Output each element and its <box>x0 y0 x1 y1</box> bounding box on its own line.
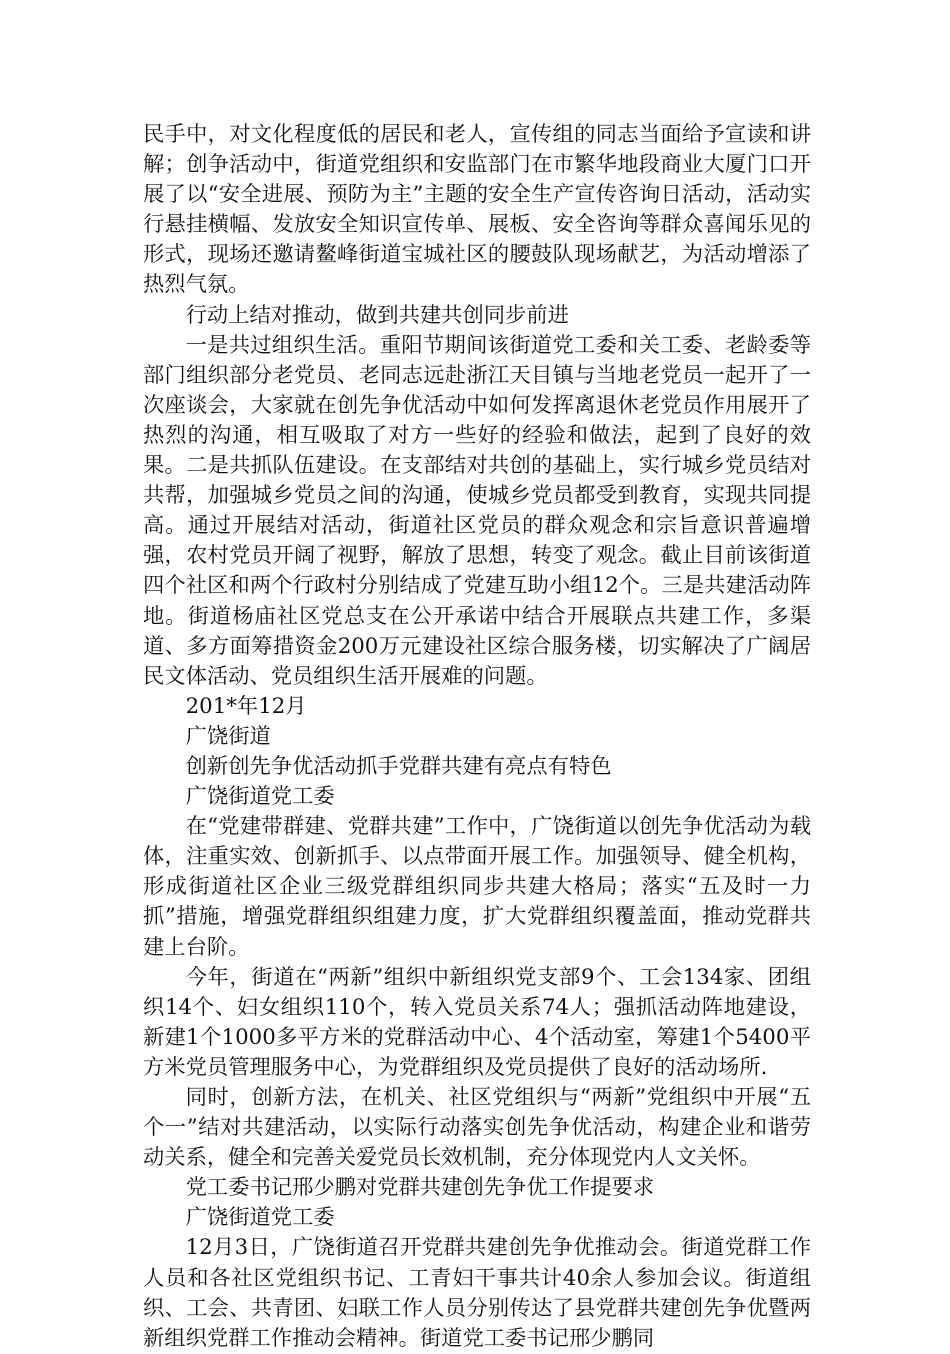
paragraph-1: 民手中，对文化程度低的居民和老人，宣传组的同志当面给予宣读和讲解；创争活动中，街道党组织和安监部门在市繁华地段商业大厦门口开展了以“安全进展、预防为主”主题的安全生产宣传咨询日活动，活动实行悬挂横幅、发放安全知识宣传单、展板、安全咨询等群众喜闻乐见的形式，现场还邀请鳌峰街道宝城社区的腰鼓队现场献艺，为活动增添了热烈气氛。 <box>143 122 811 298</box>
paragraph-joint-organization-life: 一是共过组织生活。重阳节期间该街道党工委和关工委、老龄委等部门组织部分老党员、老同志远赴浙江天目镇与当地老党员一起开了一次座谈会，大家就在创先争优活动中如何发挥离退休老党员作用展开了热烈的沟通，相互吸取了对方一些好的经验和做法，起到了良好的效果。二是共抓队伍建设。在支部结对共创的基础上，实行城乡党员结对共帮，加强城乡党员之间的沟通，使城乡党员都受到教育，实现共同提高。通过开展结对活动，街道社区党员的群众观念和宗旨意识普遍增强，农村党员开阔了视野，解放了思想，转变了观念。截止目前该街道四个社区和两个行政村分别结成了党建互助小组12个。三是共建活动阵地。街道杨庙社区党总支在公开承诺中结合开展联点共建工作，多渠道、多方面筹措资金200万元建设社区综合服务楼，切实解决了广阔居民文体活动、党员组织生活开展难的问题。 <box>143 332 811 689</box>
section-heading-joint-action: 行动上结对推动，做到共建共创同步前进 <box>185 302 569 328</box>
document-body <box>143 120 811 1354</box>
paragraph-party-mass-building: 在“党建带群建、党群共建”工作中，广饶街道以创先争优活动为载体，注重实效、创新抓手、以点带面开展工作。加强领导、健全机构，形成街道社区企业三级党群组织同步共建大格局；落实“五及时一力抓”措施，增强党群组织组建力度，扩大党群组织覆盖面，推动党群共建上台阶。 <box>143 814 811 960</box>
paragraph-this-year: 今年，街道在“两新”组织中新组织党支部9个、工会134家、团组织14个、妇女组织110个，转入党员关系74人；强抓活动阵地建设，新建1个1000多平方米的党群活动中心、4个活动室，筹建1个5400平方米党员管理服务中心，为党群组织及党员提供了良好的活动场所. <box>143 964 811 1080</box>
article-author-1: 广饶街道党工委 <box>185 784 335 810</box>
article-title-secretary: 党工委书记邢少鹏对党群共建创先争优工作提要求 <box>185 1175 655 1201</box>
paragraph-meeting: 12月3日，广饶街道召开党群共建创先争优推动会。街道党群工作人员和各社区党组织书记、工青妇干事共计40余人参加会议。街道组织、工会、共青团、妇联工作人员分别传达了县党群共建创先争优暨两新组织党群工作推动会精神。街道党工委书记邢少鹏同 <box>143 1235 811 1351</box>
signature-street: 广饶街道 <box>185 723 271 749</box>
article-author-2: 广饶街道党工委 <box>185 1205 335 1231</box>
date-line: 201*年12月 <box>185 693 307 719</box>
article-title-innovation: 创新创先争优活动抓手党群共建有亮点有特色 <box>185 753 612 779</box>
paragraph-meanwhile: 同时，创新方法，在机关、社区党组织与“两新”党组织中开展“五个一”结对共建活动，以实际行动落实创先争优活动，构建企业和谐劳动关系，健全和完善关爱党员长效机制，充分体现党内人文关怀。 <box>143 1085 811 1171</box>
